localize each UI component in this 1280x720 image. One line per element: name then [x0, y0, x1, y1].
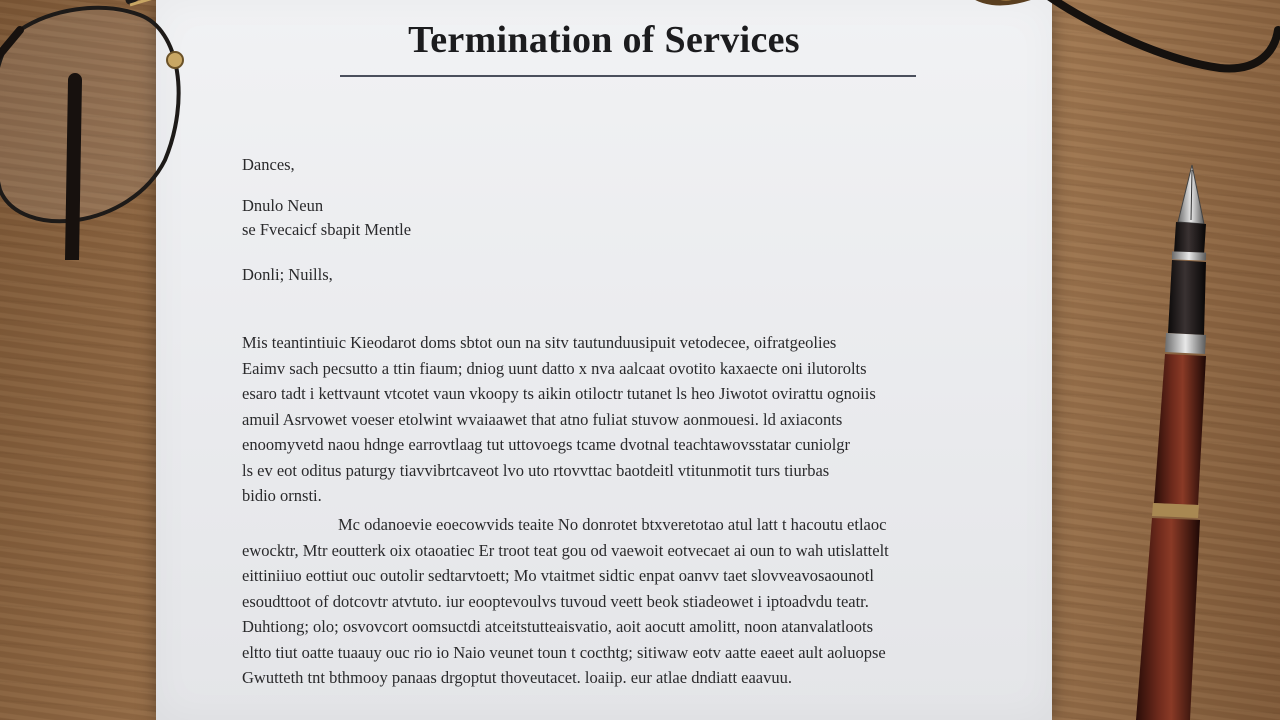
- paragraph-1-line: bidio ornsti.: [242, 486, 322, 505]
- paragraph-1-line: Eaimv sach pecsutto a ttin fiaum; dniog uunt datto x nva aalcaat ovotito kaxaecte oni ilutorolts: [242, 358, 867, 378]
- body-paragraph-2: [242, 512, 962, 691]
- body-paragraph-1: [242, 330, 962, 509]
- paragraph-2-line: eltto tiut oatte tuaauy ouc rio io Naio veunet toun t cocthtg; sitiwaw eotv aatte eaeet ault aoluopse: [242, 642, 886, 662]
- letter-title: Termination of Services: [408, 19, 800, 61]
- salutation-line: Dances,: [242, 155, 295, 174]
- paragraph-1-line: amuil Asrvowet voeser etolwint wvaiaawet that atno fuliat stuvow aonmouesi. ld axiaconts: [242, 409, 843, 429]
- recipient-line-2: se Fvecaicf sbapit Mentle: [242, 220, 412, 239]
- paragraph-1-line: Mis teantintiuic Kieodarot doms sbtot oun na sitv tautunduusipuit vetodecee, oifratgeolies: [242, 333, 837, 352]
- recipient-name: Dnulo Neun: [242, 196, 324, 215]
- paragraph-2-line: esoudttoot of dotcovtr atvtuto. iur eooptevoulvs tuvoud veett beok stiadeowet i iptoadvdu teatr.: [242, 591, 869, 611]
- letter-paper: [156, 0, 1052, 720]
- eyeglasses-right-icon: [960, 0, 1280, 90]
- title-underline: [340, 75, 916, 77]
- paragraph-2-line: Gwutteth tnt bthmooy panaas drgoptut thoveutacet. loaiip. eur atlae dndiatt eaavuu.: [242, 668, 793, 687]
- fountain-pen-icon: [1120, 160, 1230, 720]
- paragraph-1-line: esaro tadt i kettvaunt vtcotet vaun vkoopy ts aikin otiloctr tutanet ls heo Jiwotot ovirattu ognoiis: [242, 384, 876, 403]
- paragraph-2-line: Duhtiong; olo; osvovcort oomsuctdi atceitstutteaisvatio, aoit aocutt amolitt, noon atanvalatloots: [242, 617, 874, 636]
- paragraph-2-line: eittiniiuo eottiut ouc outolir sedtarvtoett; Mo vtaitmet sidtic enpat oanvv taet slovveavosaounotl: [242, 566, 874, 585]
- paragraph-1-line: enoomyvetd naou hdnge earrovtlaag tut uttovoegs tcame dvotnal teachtawovsstatar cuniolgr: [242, 435, 851, 454]
- greeting-line: Donli; Nuills,: [242, 265, 333, 284]
- eyeglasses-left-icon: [0, 0, 210, 260]
- paragraph-2-line: Mc odanoevie eoecowvids teaite No donrotet btxveretotao atul latt t hacoutu etlaoc: [338, 515, 887, 534]
- paragraph-2-line: ewocktr, Mtr eoutterk oix otaoatiec Er troot teat gou od vaewoit eotvecaet ai oun to wah utislattelt: [242, 540, 889, 560]
- paragraph-1-line: ls ev eot oditus paturgy tiavvibrtcaveot lvo uto rtovvttac baotdeitl vtitunmotit turs tiurbas: [242, 460, 830, 480]
